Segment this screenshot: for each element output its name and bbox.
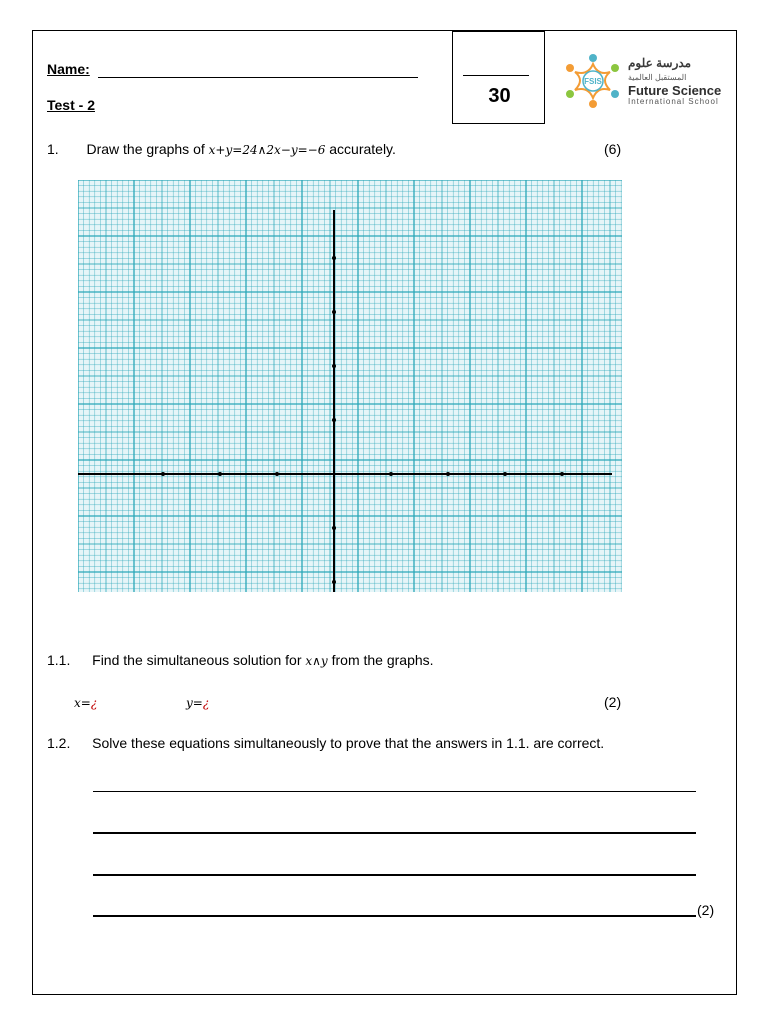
logo-english-name: Future Science — [628, 83, 722, 98]
y-axis-tick — [332, 526, 336, 530]
question-1-1 — [47, 652, 434, 668]
logo-arabic-sub: المستقبل العالمية — [628, 73, 687, 82]
question-1-1-text-after: from the graphs. — [331, 652, 434, 668]
question-1 — [47, 141, 396, 157]
question-1-text-before: Draw the graphs of — [86, 141, 205, 157]
logo-english-sub: International School — [628, 97, 719, 106]
x-answer[interactable] — [74, 694, 97, 710]
answer-line-4[interactable] — [93, 915, 696, 917]
svg-text:FSIS: FSIS — [584, 77, 602, 86]
answer-line-2[interactable] — [93, 832, 696, 834]
question-1-1-text-before: Find the simultaneous solution for — [92, 652, 302, 668]
logo-star-icon — [560, 50, 626, 110]
question-1-1-marks: (2) — [604, 694, 622, 710]
y-axis-tick — [332, 310, 336, 314]
name-label: Name: — [47, 61, 90, 77]
x-axis-tick — [218, 472, 222, 476]
question-1-2-marks: (2) — [697, 902, 715, 918]
y-axis-tick — [332, 580, 336, 584]
y-answer-value[interactable]: ¿ — [202, 696, 210, 710]
question-1-1-number: 1.1. — [47, 652, 71, 668]
answer-line-3[interactable] — [93, 874, 696, 876]
graph-paper[interactable] — [78, 180, 622, 592]
score-total: 30 — [488, 85, 511, 107]
question-1-1-math: x∧y — [305, 654, 328, 668]
y-answer[interactable] — [186, 694, 209, 710]
score-box — [452, 31, 545, 124]
question-1-marks: (6) — [604, 141, 622, 157]
x-axis-tick — [503, 472, 507, 476]
test-title: Test - 2 — [47, 97, 95, 113]
score-input-line[interactable] — [463, 75, 529, 76]
x-answer-value[interactable]: ¿ — [90, 696, 98, 710]
y-axis-tick — [332, 364, 336, 368]
y-axis-tick — [332, 256, 336, 260]
question-1-2 — [47, 735, 604, 751]
x-axis-tick — [446, 472, 450, 476]
question-1-number: 1. — [47, 141, 59, 157]
name-input-line[interactable] — [98, 77, 418, 78]
y-answer-label: y= — [186, 696, 203, 710]
logo-arabic-name: مدرسة علوم — [628, 56, 692, 70]
x-axis-tick — [275, 472, 279, 476]
x-answer-label: x= — [74, 696, 91, 710]
answer-line-1[interactable] — [93, 791, 696, 792]
y-axis-tick — [332, 418, 336, 422]
question-1-2-text: Solve these equations simultaneously to prove that the answers in 1.1. are correct. — [92, 735, 605, 751]
x-axis-tick — [389, 472, 393, 476]
question-1-2-number: 1.2. — [47, 735, 71, 751]
x-axis-tick — [161, 472, 165, 476]
question-1-math: x+y=24∧2x−y=−6 — [208, 143, 326, 157]
question-1-text-after: accurately. — [329, 141, 396, 157]
x-axis-tick — [560, 472, 564, 476]
